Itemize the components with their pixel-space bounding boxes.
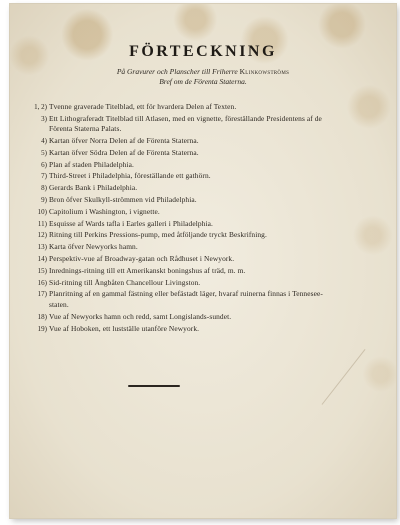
list-item (32, 278, 332, 289)
item-number: 12) (37, 231, 47, 240)
document-page (10, 4, 396, 518)
list-item (32, 266, 332, 277)
item-number: 14) (37, 255, 47, 264)
item-text: Perspektiv-vue af Broadway-gatan och Rådhuset i Newyork. (49, 254, 235, 264)
item-text: Kartan öfver Södra Delen af de Förenta Staterna. (49, 147, 199, 157)
item-number: 15) (37, 266, 47, 275)
item-number: 8) (41, 184, 47, 193)
item-text: Kartan öfver Norra Delen af de Förenta Staterna. (49, 136, 199, 146)
item-text: Vue af Newyorks hamn och redd, samt Longislands-sundet. (49, 311, 232, 321)
item-text: Vue af Hoboken, ett lustställe utanföre Newyork. (49, 323, 200, 333)
list-item (32, 160, 332, 171)
list-item (32, 171, 332, 182)
item-number: 10) (37, 207, 47, 216)
item-text: Bron öfver Skulkyll-strömmen vid Philadelphia. (49, 195, 197, 205)
list-item (32, 242, 332, 253)
item-number: 19) (37, 324, 47, 333)
list-item (32, 219, 332, 230)
page-title: FÖRTECKNING (129, 43, 277, 60)
subtitle-line1-prefix: På Gravurer och Planscher till Friherre (116, 67, 238, 76)
page-subtitle (10, 67, 396, 87)
item-text: Planritning af en gammal fästning eller befästadt läger, hvaraf ruinerna finnas i Tennesee-staten. (49, 289, 323, 309)
plate-list (32, 102, 332, 335)
subtitle-line2: Bref om de Förenta Staterna. (159, 77, 247, 86)
paper-crease (322, 349, 366, 405)
list-item (32, 195, 332, 206)
list-item (32, 254, 332, 265)
item-text: Gerards Bank i Philadelphia. (49, 183, 138, 193)
list-item (32, 136, 332, 147)
item-text: Plan af staden Philadelphia. (49, 159, 134, 169)
subtitle-author-name: Klinkowströms (239, 67, 290, 76)
item-number: 7) (41, 172, 47, 181)
item-number: 4) (41, 137, 47, 146)
item-text: Third-Street i Philadelphia, föreställande ett gathörn. (49, 171, 211, 181)
item-text: Capitolium i Washington, i vignette. (49, 206, 160, 216)
item-text: Sid-ritning till Ångbåten Chancellour Livingston. (49, 277, 201, 287)
item-text: Inrednings-ritning till ett Amerikanskt boningshus af träd, m. m. (49, 265, 246, 275)
item-number: 6) (41, 160, 47, 169)
list-item (32, 312, 332, 323)
item-number: 1, 2) (34, 103, 47, 111)
list-item (32, 230, 332, 241)
item-number: 5) (41, 148, 47, 157)
item-number: 17) (37, 290, 47, 299)
item-number: 9) (41, 196, 47, 205)
item-number: 3) (41, 114, 47, 123)
list-item (32, 207, 332, 218)
list-item (32, 148, 332, 159)
list-item (32, 324, 332, 335)
item-text: Karta öfver Newyorks hamn. (49, 242, 138, 252)
item-number: 13) (37, 243, 47, 252)
item-text: Tvenne graverade Titelblad, ett för hvardera Delen af Texten. (49, 102, 237, 111)
item-number: 16) (37, 278, 47, 287)
item-text: Ett Lithograferadt Titelblad till Atlasen, med en vignette, föreställande Presidentens af de Förenta Staterna Palats. (49, 113, 322, 134)
item-text: Ritning till Perkins Pressions-pump, med åtföljande tryckt Beskrifning. (49, 230, 267, 240)
list-item (32, 183, 332, 194)
item-text: Esquisse af Wards tafla i Earles galleri i Philadelphia. (49, 218, 213, 228)
item-number: 11) (37, 219, 47, 228)
item-number: 18) (37, 312, 47, 321)
closing-rule (128, 385, 180, 387)
list-item (32, 289, 332, 310)
list-item (32, 114, 332, 135)
list-item (32, 102, 332, 113)
